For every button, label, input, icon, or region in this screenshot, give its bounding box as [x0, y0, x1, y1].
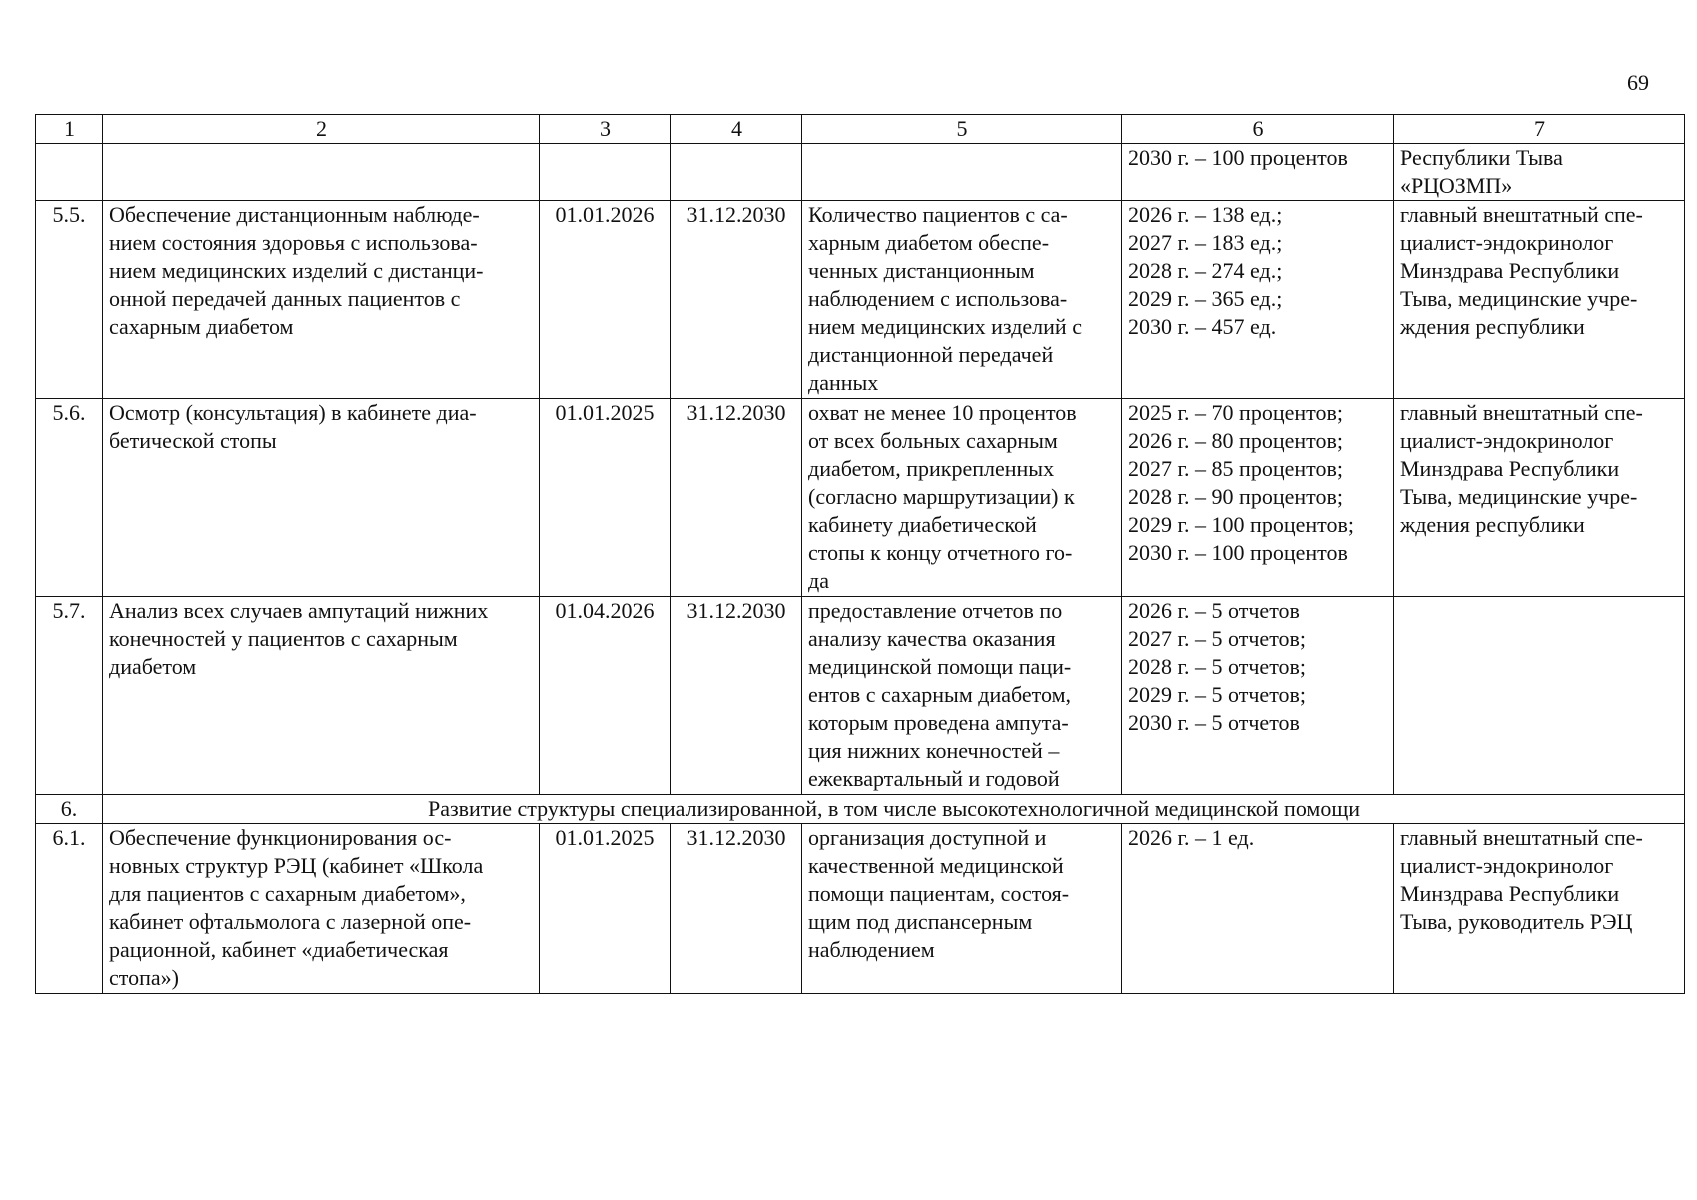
- end-date-cell: 31.12.2030: [671, 399, 802, 597]
- table-row-5-5: [36, 201, 1685, 399]
- result-cell: охват не менее 10 процентов от всех больных сахарным диабетом, прикрепленных (согласно маршрутизации) к кабинету диабетической стопы к концу отчетного го- да: [802, 399, 1122, 597]
- table-row-continuation: [36, 144, 1685, 201]
- item-number: [36, 144, 103, 201]
- end-date-cell: 31.12.2030: [671, 597, 802, 795]
- indicators-cell: 2025 г. – 70 процентов; 2026 г. – 80 процентов; 2027 г. – 85 процентов; 2028 г. – 90 процентов; 2029 г. – 100 процентов; 2030 г. – 100 процентов: [1122, 399, 1394, 597]
- start-date-cell: 01.04.2026: [540, 597, 671, 795]
- result-cell: организация доступной и качественной медицинской помощи пациентам, состоя- щим под диспансерным наблюдением: [802, 824, 1122, 994]
- section-number: 6.: [36, 795, 103, 824]
- end-date-cell: [671, 144, 802, 201]
- start-date-cell: [540, 144, 671, 201]
- responsible-cell: Республики Тыва «РЦОЗМП»: [1394, 144, 1685, 201]
- column-number: 2: [103, 115, 540, 144]
- column-number: 3: [540, 115, 671, 144]
- activity-cell: Осмотр (консультация) в кабинете диа- бетической стопы: [103, 399, 540, 597]
- activity-cell: Обеспечение дистанционным наблюде- нием состояния здоровья с использова- нием медицинских изделий с дистанци- онной передачей данных пациентов с сахарным диабетом: [103, 201, 540, 399]
- end-date-cell: 31.12.2030: [671, 201, 802, 399]
- start-date-cell: 01.01.2026: [540, 201, 671, 399]
- result-cell: [802, 144, 1122, 201]
- activity-cell: Обеспечение функционирования ос- новных структур РЭЦ (кабинет «Школа для пациентов с сахарным диабетом», кабинет офтальмолога с лазерной опе- рационной, кабинет «диабетическая стопа»): [103, 824, 540, 994]
- responsible-cell: главный внештатный спе- циалист-эндокринолог Минздрава Республики Тыва, руководитель РЭЦ: [1394, 824, 1685, 994]
- column-number: 1: [36, 115, 103, 144]
- item-number: 6.1.: [36, 824, 103, 994]
- start-date-cell: 01.01.2025: [540, 399, 671, 597]
- item-number: 5.6.: [36, 399, 103, 597]
- result-cell: предоставление отчетов по анализу качества оказания медицинской помощи паци- ентов с сахарным диабетом, которым проведена ампута- ция нижних конечностей – ежеквартальный и годовой: [802, 597, 1122, 795]
- end-date-cell: 31.12.2030: [671, 824, 802, 994]
- start-date-cell: 01.01.2025: [540, 824, 671, 994]
- column-number: 6: [1122, 115, 1394, 144]
- result-cell: Количество пациентов с са- харным диабетом обеспе- ченных дистанционным наблюдением с использова- нием медицинских изделий с дистанционной передачей данных: [802, 201, 1122, 399]
- column-number: 7: [1394, 115, 1685, 144]
- indicators-cell: 2026 г. – 5 отчетов 2027 г. – 5 отчетов; 2028 г. – 5 отчетов; 2029 г. – 5 отчетов; 2030 г. – 5 отчетов: [1122, 597, 1394, 795]
- indicators-cell: 2026 г. – 1 ед.: [1122, 824, 1394, 994]
- responsible-cell: главный внештатный спе- циалист-эндокринолог Минздрава Республики Тыва, медицинские учре- ждения республики: [1394, 201, 1685, 399]
- item-number: 5.7.: [36, 597, 103, 795]
- responsible-cell: [1394, 597, 1685, 795]
- table-row-6-1: [36, 824, 1685, 994]
- measures-table: [35, 114, 1685, 994]
- indicators-cell: 2026 г. – 138 ед.; 2027 г. – 183 ед.; 2028 г. – 274 ед.; 2029 г. – 365 ед.; 2030 г. – 457 ед.: [1122, 201, 1394, 399]
- item-number: 5.5.: [36, 201, 103, 399]
- page-number: 69: [1627, 70, 1649, 95]
- table-row-5-7: [36, 597, 1685, 795]
- section-title: Развитие структуры специализированной, в том числе высокотехнологичной медицинской помощи: [103, 795, 1685, 824]
- column-number: 5: [802, 115, 1122, 144]
- indicators-cell: 2030 г. – 100 процентов: [1122, 144, 1394, 201]
- table-row-5-6: [36, 399, 1685, 597]
- section-row-6: [36, 795, 1685, 824]
- activity-cell: Анализ всех случаев ампутаций нижних конечностей у пациентов с сахарным диабетом: [103, 597, 540, 795]
- activity-cell: [103, 144, 540, 201]
- column-number: 4: [671, 115, 802, 144]
- column-number-row: [36, 115, 1685, 144]
- responsible-cell: главный внештатный спе- циалист-эндокринолог Минздрава Республики Тыва, медицинские учре- ждения республики: [1394, 399, 1685, 597]
